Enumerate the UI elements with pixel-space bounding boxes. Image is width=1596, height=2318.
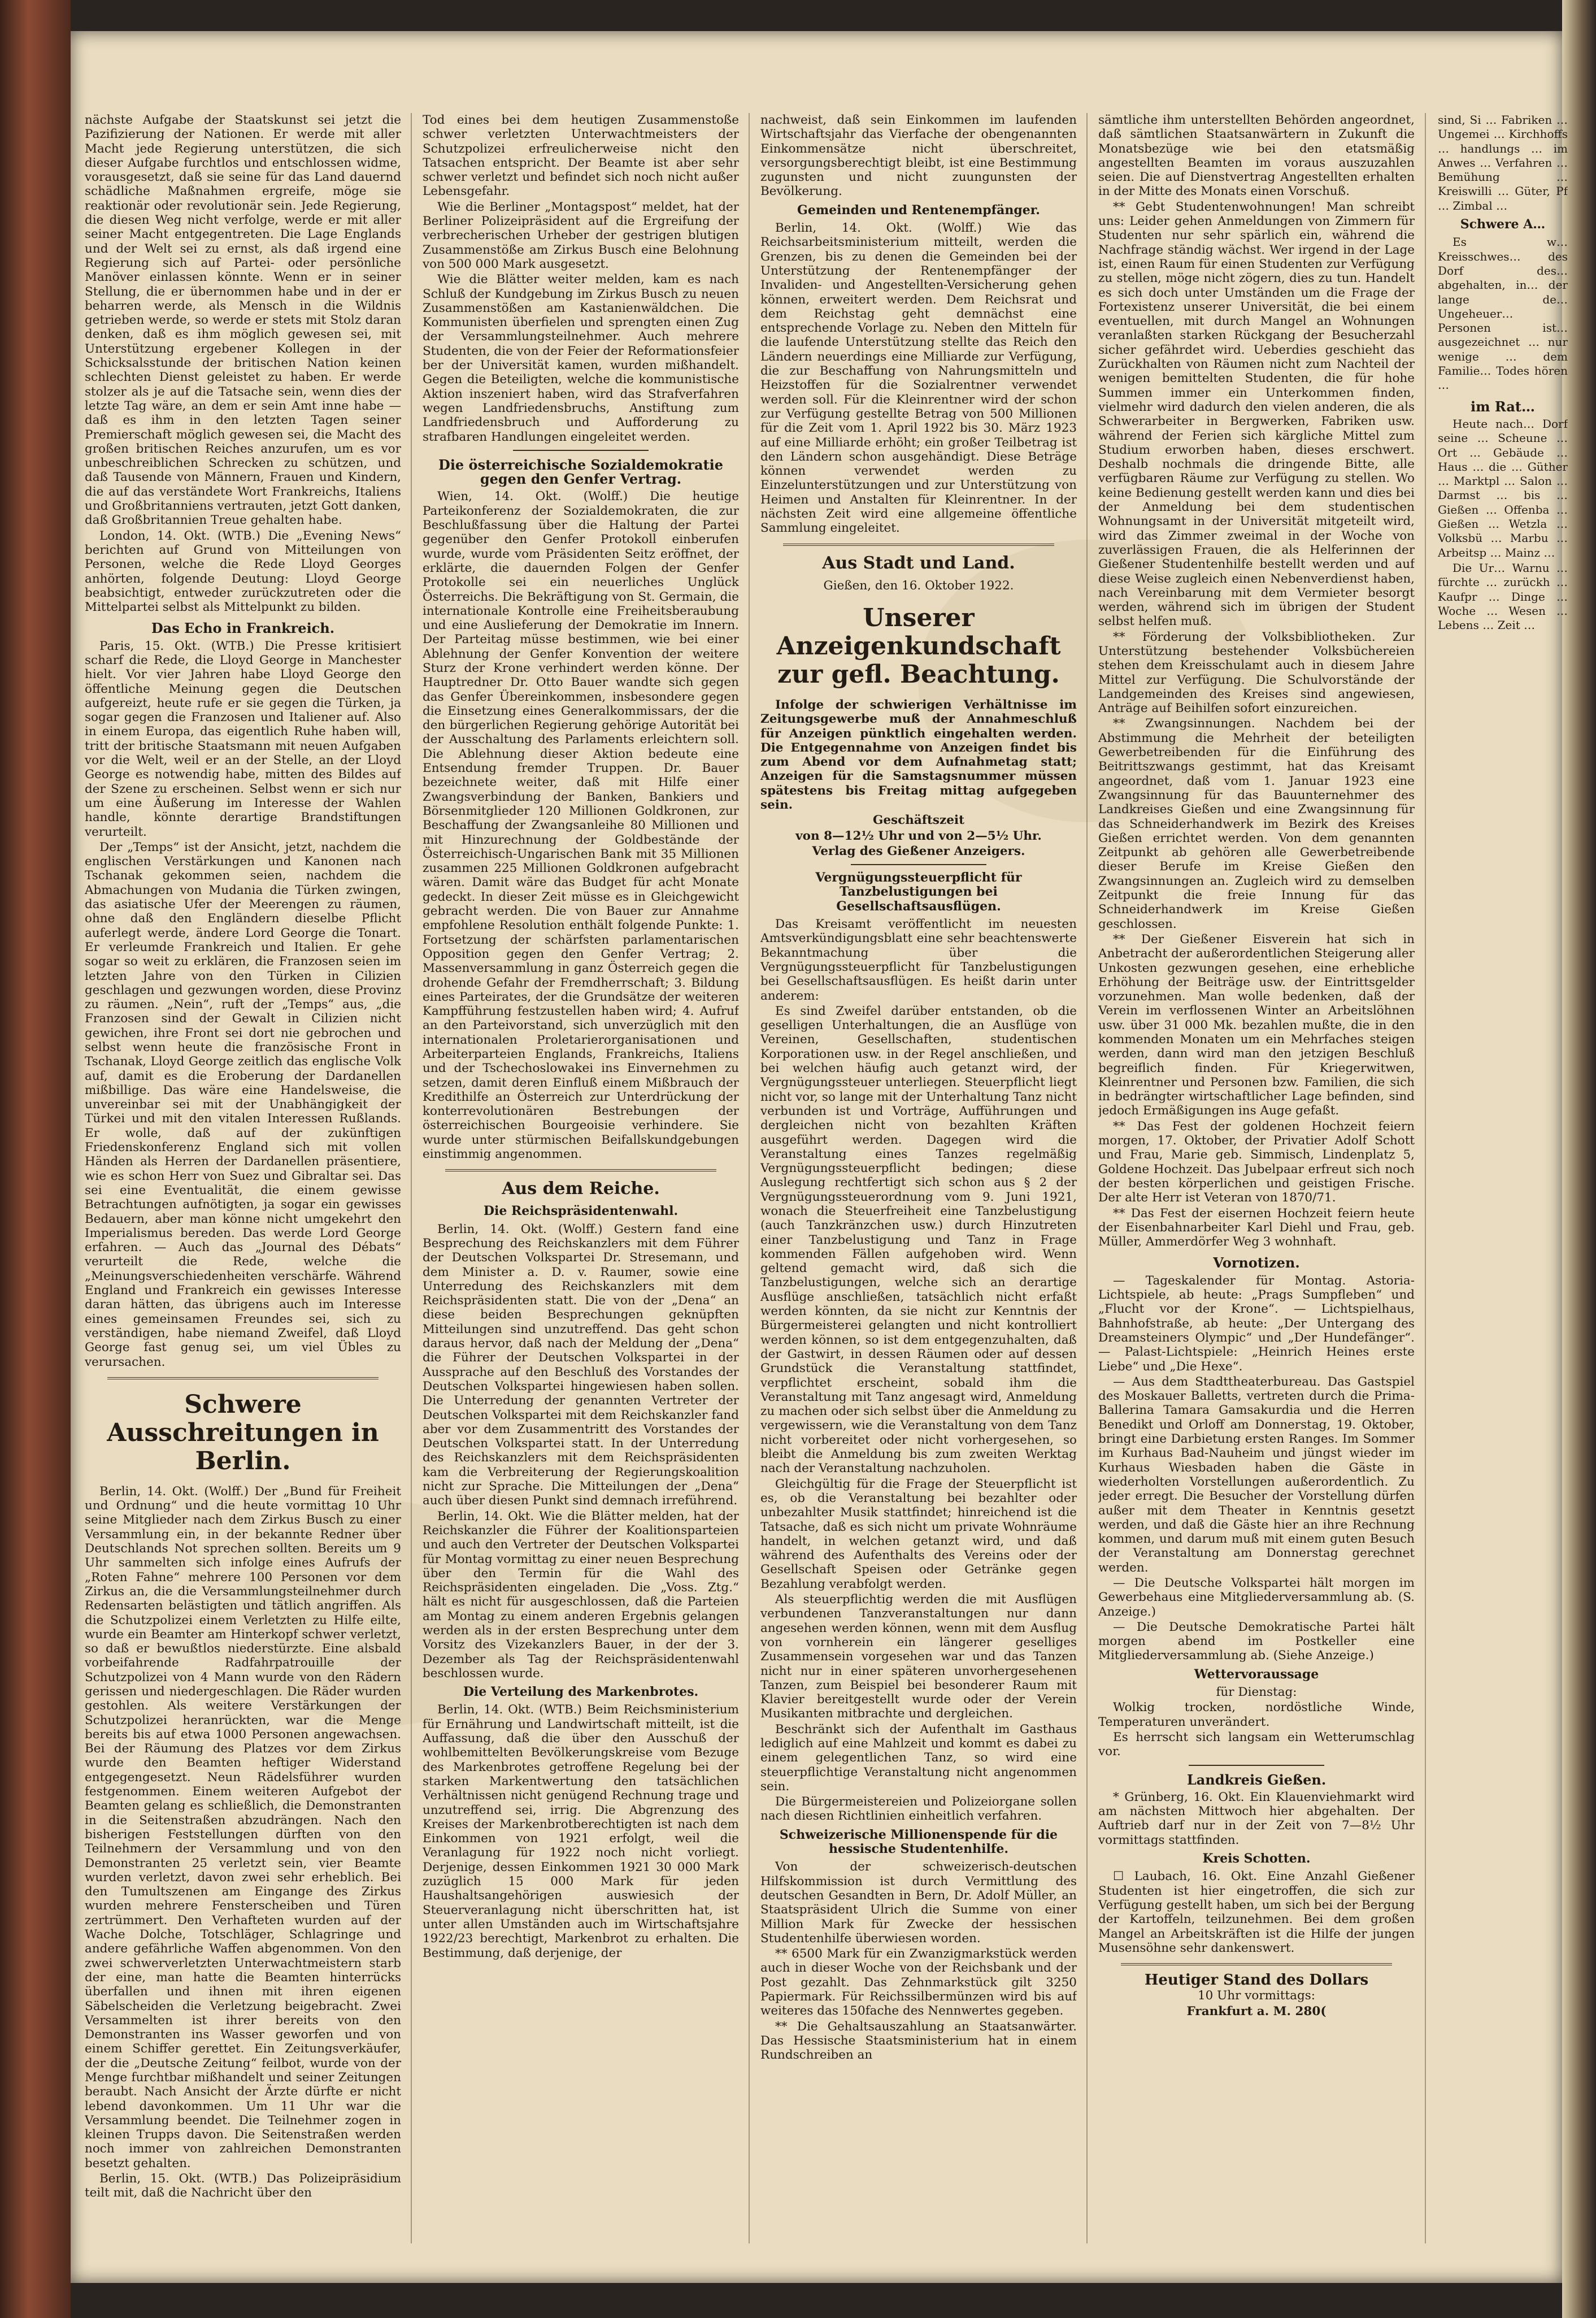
subheading: Die Reichspräsidentenwahl. <box>483 1204 679 1219</box>
article-paragraph: Wie die Blätter weiter melden, kam es nach Schluß der Kundgebung im Zirkus Busch zu neuen Zusammenstößen am Kastanienwäldchen. Die Kommunisten überfielen und sprengten einen Zug der Versammlungsteilnehmer. Auch mehrere Studenten, die von der Feier der Reformationsfeier ber der Universität kamen, wurden mißhandelt. Gegen die Beteiligten, welche die kommunistische Aktion inszeniert haben, wird das Strafverfahren wegen Landfriedensbruchs, Anstiftung zum Landfriedensbruch und Aufforderung zu strafbaren Handlungen eingeleitet werden. <box>423 272 739 444</box>
subheading: Schweizerische Millionenspende für die hessische Studentenhilfe. <box>779 1827 1058 1857</box>
section-heading: Aus Stadt und Land. <box>822 553 1015 573</box>
article-paragraph: Es herrscht sich langsam ein Wetterumschlag vor. <box>1098 1730 1415 1759</box>
separator <box>513 450 649 451</box>
column-rule <box>1425 113 1426 2243</box>
column-2 <box>423 113 739 2249</box>
section-heading: Vornotizen. <box>1213 1255 1300 1271</box>
article-paragraph: ** Gebt Studentenwohnungen! Man schreibt uns: Leider gehen Anmeldungen von Zimmern für Studenten nur sehr spärlich ein, während die Nachfrage ständig wächst. Wer irgend in der Lage ist, einen Raum für einen Studenten zur Verfügung zu stellen, möge nicht zögern, dies zu tun. Handelt es sich doch unter Umständen um die Frage der Fortexistenz unserer Universität, die bei einem eventuellen, mit durch Mangel an Wohnungen veranlaßten starken Rückgang der Besucherzahl sicher gefährdet wird. Ueberdies geschieht das Zurückhalten von Räumen nicht zum Nachteil der wenigen bemittelten Studenten, die für hohe Summen immer ein Unterkommen finden, vielmehr wird dadurch den vielen anderen, die als Schwerarbeiter in Bergwerken, Fabriken usw. während der Ferien sich kärgliche Mittel zum Studium erworben haben, dieses erschwert. Deshalb nochmals die dringende Bitte, alle verfügbaren Räume zur Verfügung zu stellen. Wo keine Bedienung gestellt werden kann und dies bei der Anmeldung bei dem studentischen Wohnungsamt in der Universität mitgeteilt wird, wird das Zimmer zweimal in der Woche von zuverlässigen Frauen, die als Helferinnen der Gießener Studentenhilfe bestellt werden und auf diese Weise zugleich einen Nebenverdienst haben, nach Vereinbarung mit dem Vermieter besorgt werden, während sich im übrigen der Student selbst helfen muß. <box>1098 199 1415 629</box>
article-paragraph: ** Der Gießener Eisverein hat sich in Anbetracht der außerordentlichen Steigerung aller Unkosten gezwungen gesehen, eine erhebliche Erhöhung der Beiträge usw. der Eintrittsgelder vorzunehmen. Man wolle bedenken, daß der Verein im verflossenen Winter an Arbeitslöhnen usw. über 31 000 Mk. bezahlen mußte, die in den kommenden Monaten um ein Mehrfaches steigen werden, dann wird man den jetzigen Beschluß begreiflich finden. Für Kriegerwitwen, Kleinrentner und Personen bzw. Familien, die sich in bedrängter wirtschaftlicher Lage befinden, sind jedoch Ermäßigungen ins Auge gefaßt. <box>1098 932 1415 1118</box>
subheading: Kreis Schotten. <box>1202 1851 1311 1866</box>
separator <box>1121 1963 1392 1965</box>
column-rule <box>749 113 750 2243</box>
article-paragraph: Das Kreisamt veröffentlicht im neuesten Amtsverkündigungsblatt eine sehr beachtenswerte Bekanntmachung über die Vergnügungssteuerpflicht für Tanzbelustigungen bei Gesellschaftsausflügen. Es heißt darin unter anderem: <box>760 917 1077 1003</box>
article-paragraph: Tod eines bei dem heutigen Zusammenstoße schwer verletzten Unterwachtmeisters der Schutzpolizei erfreulicherweise nicht den Tatsachen entspricht. Der Beamte ist aber sehr schwer verletzt und befindet sich noch nicht außer Lebensgefahr. <box>423 113 739 199</box>
section-heading: im Rat… <box>1471 398 1535 415</box>
dollar-heading: Heutiger Stand des Dollars <box>1144 1972 1369 1989</box>
article-paragraph: ☐ Laubach, 16. Okt. Eine Anzahl Gießener Studenten ist hier eingetroffen, die sich zur Verfügung gestellt haben, um sich bei der Bergung der Kartoffeln, teilzunehmen. Bei dem großen Mangel an Arbeitskräften ist die Hilfe der jungen Musensöhne sehr dankenswert. <box>1098 1869 1415 1955</box>
article-paragraph: Wien, 14. Okt. (Wolff.) Die heutige Parteikonferenz der Sozialdemokraten, die zur Beschlußfassung über die Haltung der Partei gegenüber den Genfer Protokoll einberufen wurde, wurde vom Präsidenten Seitz eröffnet, der erklärte, die dauernden Folgen der Genfer Protokolle sei ein neuerliches Unglück Österreichs. Die Bekräftigung von St. Germain, die internationale Kontrolle eine Freiheitsberaubung und eine Auslieferung der Demokratie im Innern. Der Parteitag müsse bestimmen, wie bei einer Ablehnung der Genfer Konvention der weitere Sturz der Krone verhindert werden könne. Der Hauptredner Dr. Otto Bauer wandte sich gegen das Genfer Übereinkommen, insbesondere gegen die Einsetzung eines Generalkommissars, der die den bürgerlichen Regierung gehörige Autorität bei der Ausschaltung des Parlaments erleichtern soll. Die Ablehnung dieser Aktion bedeute eine Entsendung fremder Truppen. Dr. Bauer bezeichnete weiter, daß mit Hilfe einer Zwangsverbindung der Banken, Bankiers und Börsenmitglieder 120 Millionen Goldkronen, zur Beschaffung der Zwangsanleihe 80 Millionen und mit Hinzurechnung der Goldbestände der Österreichisch-Ungarischen Bank mit 35 Millionen zusammen 225 Millionen Goldkronen aufgebracht wären. Damit wäre das Budget für acht Monate gedeckt. In dieser Zeit müsse es in Gleichgewicht gebracht werden. Die von Bauer zur Annahme empfohlene Resolution enthält folgende Punkte: 1. Fortsetzung der schärfsten parlamentarischen Opposition gegen den Genfer Vertrag; 2. Massenversammlung in ganz Österreich gegen die drohende Gefahr der Fremdherrschaft; 3. Bildung eines Parteirates, der die Grundsätze der weiteren Kampfführung festzustellen haben wird; 4. Aufruf an den Parteivorstand, sich unverzüglich mit den internationalen Proletarierorganisationen und Arbeiterparteien Englands, Frankreichs, Italiens und der Tschechoslowakei ins Einvernehmen zu setzen, damit deren Einfluß einem Mißbrauch der Kredithilfe an Österreich zur Unterdrückung der konterrevolutionären Bestrebungen der österreichischen Bourgeoisie verhindere. Sie wurde unter stürmischen Beifallskundgebungen einstimmig angenommen. <box>423 489 739 1162</box>
column-1 <box>85 113 401 2249</box>
separator <box>445 1169 716 1171</box>
article-paragraph: Wolkig trocken, nordöstliche Winde, Temperaturen unverändert. <box>1098 1700 1415 1729</box>
article-paragraph: * Grünberg, 16. Okt. Ein Klauenviehmarkt wird am nächsten Mittwoch hier abgehalten. Der Auftrieb darf nur in der Zeit von 7—8½ Uhr vormittags stattfinden. <box>1098 1790 1415 1847</box>
section-heading: Die österreichische Sozialdemokratie gegen den Genfer Vertrag. <box>438 456 723 488</box>
dollar-time: 10 Uhr vormittags: <box>1197 1989 1316 2003</box>
article-paragraph: Es sind Zweifel darüber entstanden, ob die geselligen Unterhaltungen, die an Ausflüge von Vereinen, Gesellschaften, studentischen Korporationen usw. in der Regel anschließen, und bei welchen häufig auch getanzt wird, der Vergnügungssteuer unterliegen. Steuerpflicht liegt nicht vor, so lange mit der Unterhaltung Tanz nicht verbunden ist und Vorträge, Aufführungen und dergleichen nicht von bezahlten Kräften ausgeführt werden. Dagegen wird die Veranstaltung eines Tanzes regelmäßig Vergnügungssteuerpflicht bedingen; diese Auslegung rechtfertigt sich schon aus § 2 der Vergnügungssteuerordnung vom 9. Juni 1921, wonach die Steuerfreiheit eine Tanzbelustigung (auch Tanzkränzchen usw.) durch Hinzutreten einer Tanzbelustigung und Tanz in Frage kommenden Fällen aufgehoben wird. Wenn geltend gemacht wird, daß sich die Tanzbelustigungen, welche sich an derartige Ausflüge anschließen, tatsächlich nicht erfaßt werden könnten, da sie nicht zur Kenntnis der Bürgermeisterei gelangten und nicht kontrolliert werden können, so ist dem entgegenzuhalten, daß der Gastwirt, in dessen Räumen oder auf dessen Grundstück die Veranstaltung stattfindet, verpflichtet erscheint, sobald ihm die Veranstaltung mit Tanz angesagt wird, Anmeldung zu machen oder sich selbst über die Anmeldung zu vergewissern, wie die Veranstaltung von dem Tanz nicht vorbereitet oder nicht vorhergesehen, so bleibt die Anmeldung bis zum zweiten Werktag nach der Veranstaltung nachzuholen. <box>760 1004 1077 1476</box>
article-paragraph: Berlin, 15. Okt. (WTB.) Das Polizeipräsidium teilt mit, daß die Nachricht über den <box>85 2172 401 2200</box>
article-paragraph: London, 14. Okt. (WTB.) Die „Evening News“ berichten auf Grund von Mitteilungen von Personen, welche die Rede Lloyd Georges anhörten, folgende Deutung: Lloyd George beabsichtigt, entweder zurückzutreten oder die Mittelpartei selbst als Mittelpunkt zu bilden. <box>85 528 401 615</box>
subheading: Vergnügungssteuerpflicht für Tanzbelustigungen bei Gesellschaftsausflügen. <box>815 870 1022 914</box>
article-paragraph: nächste Aufgabe der Staatskunst sei jetzt die Pazifizierung der Nationen. Er werde mit aller Macht jede Regierung unterstützen, die sich dieser Aufgabe furchtlos und entschlossen widme, vorausgesetzt, daß sie seine für das Land dauernd schädliche Maßnahmen ergreife, möge sie reaktionär oder revolutionär sein. Jede Regierung, die diesen Weg nicht verfolge, werde er mit aller seiner Macht entgegentreten. Die Lage Englands und der Welt sei zu ernst, als daß irgend eine Regierung sich auf Partei- oder persönliche Manöver einlassen könnte. Wenn er in seiner Stellung, die er übernommen habe und in der er beharren werde, als Mensch in die Wildnis getrieben werde, so werde er stets mit Stolz daran denken, daß es ihm möglich gewesen sei, mit Unterstützung ergebener Kollegen in der Schicksalsstunde der britischen Nation keinen schlechten Dienst geleistet zu haben. Er werde stolzer als je auf die Tatsache sein, wenn dies der letzte Tag wäre, an dem er sein Amt inne habe — daß es ihm in den letzten Tagen seiner Premierschaft möglich gewesen sei, die Macht des großen britischen Reiches anzurufen, um es vor unbeschreiblichen Schrecken zu schützen, und daß Tausende von Männern, Frauen und Kindern, die auf das verständete Wort Frankreichs, Italiens und Großbritanniens vertrauten, jetzt Gott danken, daß Großbritannien Treue gehalten habe. <box>85 113 401 528</box>
article-paragraph: ** Das Fest der goldenen Hochzeit feiern morgen, 17. Oktober, der Privatier Adolf Schott und Frau, Marie geb. Simmisch, Lindenplatz 5, Goldene Hochzeit. Das Jubelpaar erfreut sich noch der besten körperlichen und geistigen Frische. Der alte Herr ist Veteran von 1870/71. <box>1098 1119 1415 1205</box>
separator <box>783 544 1054 546</box>
article-paragraph: — Aus dem Stadttheaterbureau. Das Gastspiel des Moskauer Balletts, vertreten durch die Prima-Ballerina Tamara Gamsakurdia und die Herren Benedikt und Orloff am Donnerstag, 19. Oktober, bringt eine Darbietung ersten Ranges. Im Sommer im Kurhaus Bad-Nauheim und jüngst wieder im Kurhaus Wiesbaden haben die Gäste in wiederholten Vorstellungen außerordentlich. Zu jeder erregt. Die Besucher der Vorstellung dürfen außer mit dem Theater in Kenntnis gesetzt werden, und daß die Gäste hier an ihre Rechnung kommen, und darum muß mit einem guten Besuch der Veranstaltung am Donnerstag gerechnet werden. <box>1098 1374 1415 1575</box>
article-paragraph: Berlin, 14. Okt. Wie die Blätter melden, hat der Reichskanzler die Führer der Koalitionsparteien und auch den Vertreter der Deutschen Volkspartei für Montag vormittag zu einer neuen Besprechung über den Termin für die Wahl des Reichspräsidenten eingeladen. Die „Voss. Ztg.“ hält es nicht für ausgeschlossen, daß die Parteien am Montag zu einem anderen Ergebnis gelangen werden als in der ersten Besprechung unter dem Vorsitz des Vizekanzlers Bauer, in der der 3. Dezember als Tag der Reichspräsidentenwahl beschlossen wurde. <box>423 1509 739 1681</box>
section-heading: Das Echo in Frankreich. <box>151 620 335 637</box>
article-paragraph: sind, Si … Fabriken … Ungemei … Kirchhoffs … handlungs … im Anwes … Verfahren … Bemühung … Kreiswilli … Güter, Pf … Zimbal … <box>1438 113 1568 212</box>
article-paragraph: Berlin, 14. Okt. (Wolff.) Gestern fand eine Besprechung des Reichskanzlers mit dem Führer der Deutschen Volkspartei Dr. Stresemann, und dem Minister a. D. v. Raumer, sowie eine Unterredung des Reichskanzlers mit dem Reichspräsidenten statt. Die von der „Dena“ an diese beiden Besprechungen geknüpften Mitteilungen sind unzutreffend. Das geht schon daraus hervor, daß nach der Meldung der „Dena“ die Führer der Deutschen Volkspartei in der Aussprache auf den Beschluß des Vorstandes der Deutschen Volkspartei hingewiesen haben sollen. Die Unterredung der genannten Vertreter der Deutschen Volkspartei mit dem Reichskanzler fand aber vor dem Zusammentritt des Vorstandes der Deutschen Volkspartei statt. In der Unterredung des Reichskanzlers mit dem Reichspräsidenten kam die Verbreiterung der Regierungskoalition nicht zur Sprache. Die Mitteilungen der „Dena“ auch über diesen Punkt sind demnach irreführend. <box>423 1222 739 1508</box>
separator <box>107 1377 379 1379</box>
article-paragraph: ** Zwangsinnungen. Nachdem bei der Abstimmung die Mehrheit der beteiligten Gewerbetreibenden für die Einführung des Beitrittszwangs gestimmt, hat das Kreisamt angeordnet, daß vom 1. Januar 1923 eine Zwangsinnung für das Bauunternehmer des Landkreises Gießen und eine Zwangsinnung für das Schneiderhandwerk im Bezirk des Kreises Gießen errichtet werden. Von dem genannten Zeitpunkt ab gehören alle Gewerbetreibende dieser Berufe im Kreise Gießen den Zwangsinnungen an. Zugleich wird zu demselben Zeitpunkt die freie Innung für das Schneiderhandwerk im Kreise Gießen geschlossen. <box>1098 717 1415 931</box>
notice-hours: von 8—12½ Uhr und von 2—5½ Uhr. <box>795 828 1042 843</box>
headline: Schwere Ausschreitungen in Berlin. <box>107 1390 379 1475</box>
article-paragraph: — Die Deutsche Demokratische Partei hält morgen abend im Postkeller eine Mitgliederversammlung ab. (Siehe Anzeige.) <box>1098 1620 1415 1663</box>
headline: Unserer Anzeigenkundschaft zur gefl. Beachtung. <box>776 603 1061 689</box>
weather-date: für Dienstag: <box>1216 1685 1297 1700</box>
article-paragraph: Beschränkt sich der Aufenthalt im Gasthaus lediglich auf eine Mahlzeit und kommt es dabei zu einem gelegentlichen Tanz, so wird eine steuerpflichtige Veranstaltung nicht angenommen sein. <box>760 1722 1077 1794</box>
section-heading: Landkreis Gießen. <box>1186 1771 1327 1788</box>
article-paragraph: Wie die Berliner „Montagspost“ meldet, hat der Berliner Polizeipräsident auf die Ergreifung der verbrecherischen Urheber der gestrigen blutigen Zusammenstöße am Zirkus Busch eine Belohnung von 500 000 Mark ausgesetzt. <box>423 199 739 271</box>
article-paragraph: ** 6500 Mark für ein Zwanzigmarkstück werden auch in dieser Woche von der Reichsbank und der Post gezahlt. Das Zehnmarkstück gilt 3250 Papiermark. Für Reichssilbermünzen wird bis auf weiteres das 150fache des Nennwertes gegeben. <box>760 1947 1077 2019</box>
article-paragraph: — Die Deutsche Volkspartei hält morgen im Gewerbehaus eine Mitgliederversammlung ab. (S. Anzeige.) <box>1098 1575 1415 1619</box>
dateline: Gießen, den 16. Oktober 1922. <box>823 578 1014 593</box>
article-paragraph: ** Das Fest der eisernen Hochzeit feiern heute der Eisenbahnarbeiter Karl Diehl und Frau, geb. Müller, Ammerdörfer Weg 3 wohnhaft. <box>1098 1206 1415 1249</box>
article-paragraph: Heute nach… Dorf seine … Scheune … Ort … Gebäude … Haus … die … Güther … Marktpl … Salon … Darmst … bis … Gießen … Offenba … Gießen … Wetzla … Volksbü … Marbu … Arbeitsp … Mainz … <box>1438 416 1568 559</box>
article-paragraph: Als steuerpflichtig werden die mit Ausflügen verbundenen Tanzveranstaltungen nur dann angesehen werden können, wenn mit dem Ausflug von vornherein ein längerer geselliges Zusammensein vorgesehen war und das Tanzen nicht nur in einer späteren unvorhergesehenen Tanzen, zum Beispiel bei besonderer Raum mit Klavier bereitgestellt wurde oder der Verein Musikanten mitbrachte und dergleichen. <box>760 1592 1077 1721</box>
subheading: Schwere A… <box>1460 217 1546 232</box>
subheading: Wettervoraussage <box>1194 1666 1319 1682</box>
article-paragraph: Der „Temps“ ist der Ansicht, jetzt, nachdem die englischen Verstärkungen und Kanonen nach Tschanak gekommen seien, nachdem die Abmachungen von Mudania die Türken zwingen, das asiatische Ufer der Meerengen zu räumen, ohne daß den Engländern dieselbe Pflicht auferlegt werde, ändere Lord George die Tonart. Er verleumde Frankreich und Italien. Er gehe sogar so weit zu erklären, die Franzosen seien im letzten Jahre von den Türken in Cilizien geschlagen und gezwungen worden, diese Provinz zu räumen. „Nein“, ruft der „Temps“ aus, „die Franzosen sind der Gewalt in Cilizien nicht gewichen, ihre Front sei dort nie gebrochen und selbst wenn heute die französische Front in Tschanak, Lloyd George zeitlich das englische Volk auf, damit es die Eroberung der Dardanellen mißbillige. Das wäre eine Handelsweise, die unvereinbar sei mit der Unabhängigkeit der Türkei und mit den vitalen Interessen Rußlands. Er wolle, daß auf der zukünftigen Friedenskonferenz England sich mit vollen Händen als Herren der Dardanellen präsentiere, wie es schon Herr von Suez und Gibraltar sei. Das sei eine Eventualität, die einem gewisse Betrachtungen aufnötigten, ja sogar ein gewisses Bedauern, aber man könne nicht umgekehrt den Imperialismus bereden. Das werde Lord George erfahren. — Auch das „Journal des Débats“ verurteilt die Rede, welche die „Meinungsverschiedenheiten verschärfe. Während England und Frankreich ein gewisses Interesse daran hätten, das übrigens auch im Interesse eines gemeinsamen Freundes sei, sich zu verständigen, habe niemand Zweifel, daß Lloyd George fast genug sei, um viel Übles zu verursachen. <box>85 840 401 1369</box>
notice-publisher: Verlag des Gießener Anzeigers. <box>812 844 1025 858</box>
column-3 <box>760 113 1077 2249</box>
column-rule <box>411 113 412 2243</box>
article-paragraph: Die Ur… Warnu … fürchte … zurückh … Kaufpr … Dinge … Woche … Wesen … Lebens … Zeit … <box>1438 561 1568 632</box>
article-paragraph: Berlin, 14. Okt. (WTB.) Beim Reichsministerium für Ernährung und Landwirtschaft mitteilt, ist die Auffassung, daß die über den Ausschuß der wohlbemittelten Bevölkerungskreise vom Bezuge des Markenbrotes getroffene Regelung bei der starken Markentwertung den tatsächlichen Verhältnissen nicht genügend Rechnung trage und unzutreffend sei, irrig. Die Abgrenzung des Kreises der Markenbrotberechtigten ist nach dem Einkommen von 1921 erfolgt, weil die Veranlagung für 1922 noch nicht vorliegt. Derjenige, dessen Einkommen 1921 30 000 Mark zuzüglich 15 000 Mark für jeden Haushaltsangehörigen auswiesich der Steuerveranlagung nicht überschritten hat, ist unter allen Umständen auch im Wirtschaftsjahre 1922/23 berechtigt, Markenbrot zu erhalten. Die Bestimmung, daß derjenige, der <box>423 1703 739 1960</box>
article-paragraph: ** Förderung der Volksbibliotheken. Zur Unterstützung bestehender Volksbüchereien stehen dem Kreisschulamt auch in diesem Jahre Mittel zur Verfügung. Die Schulvorstände der Landgemeinden des Kreises sind angewiesen, Anträge auf Beihilfen sofort einzureichen. <box>1098 630 1415 716</box>
notice-paragraph: Infolge der schwierigen Verhältnisse im Zeitungsgewerbe muß der Annahmeschluß für Anzeigen pünktlich eingehalten werden. Die Entgegennahme von Anzeigen findet bis zum Abend vor dem Aufnahmetag statt; Anzeigen für die Samstagsnummer müssen spätestens bis Freitag mittag aufgegeben sein. <box>760 697 1077 812</box>
subheading: Die Verteilung des Markenbrotes. <box>463 1685 699 1700</box>
dollar-rate: Frankfurt a. M. 280( <box>1186 2004 1327 2019</box>
article-paragraph: sämtliche ihm unterstellten Behörden angeordnet, daß sämtlichen Staatsanwärtern in Zukunft die Monatsbezüge wie bei den etatsmäßig angestellten Beamten im voraus auszuzahlen seien. Die auf Dienstvertrag Angestellten erhalten in der Mitte des Monats einen Vorschuß. <box>1098 113 1415 199</box>
column-rule <box>1086 113 1088 2243</box>
article-paragraph: Es w… Kreisschwes… des Dorf des… abgehalten, in… der lange de… Ungeheuer… Personen ist… ausgezeichnet … nur wenige … dem Familie… Todes hören … <box>1438 235 1568 392</box>
article-paragraph: ** Die Gehaltsauszahlung an Staatsanwärter. Das Hessische Staatsministerium hat in einem Rundschreiben an <box>760 2019 1077 2063</box>
book-binding <box>0 0 71 2318</box>
article-paragraph: Die Bürgermeistereien und Polizeiorgane sollen nach diesen Richtlinien einheitlich verfahren. <box>760 1795 1077 1824</box>
article-paragraph: Von der schweizerisch-deutschen Hilfskommission ist durch Vermittlung des deutschen Gesandten in Bern, Dr. Adolf Müller, an Staatspräsident Ulrich die Summe von einer Million Mark für Zwecke der hessischen Studentenhilfe überwiesen worden. <box>760 1860 1077 1946</box>
article-paragraph: Gleichgültig für die Frage der Steuerpflicht ist es, ob die Veranstaltung bei bezahlter oder unbezahlter Musik stattfindet; hinreichend ist die Tatsache, daß es sich nicht um private Wohnräume handelt, in welchen getanzt wird, und daß während des Aufenthalts des Vereins oder der Gesellschaft Speisen oder Getränke gegen Bezahlung verabfolgt werden. <box>760 1477 1077 1591</box>
subheading: Gemeinden und Rentenempfänger. <box>797 202 1040 218</box>
separator <box>851 864 986 865</box>
article-paragraph: nachweist, daß sein Einkommen im laufenden Wirtschaftsjahr das Vierfache der obengenannten Einkommensätze nicht überschreitet, versorgungsberechtigt bleibt, ist eine Bestimmung zugunsten und nicht zuungunsten der Bevölkerung. <box>760 113 1077 199</box>
notice-label: Geschäftszeit <box>872 813 965 828</box>
column-4 <box>1098 113 1415 2249</box>
article-paragraph: — Tageskalender für Montag. Astoria-Lichtspiele, ab heute: „Prags Sumpfleben“ und „Flucht vor der Krone“. — Lichtspielhaus, Bahnhofstraße, ab heute: „Der Untergang des Dreamsteiners Olympic“ und „Der Hundefänger“. — Palast-Lichtspiele: „Heinrich Heines erste Liebe“ und „Die Hexe“. <box>1098 1273 1415 1374</box>
article-paragraph: Berlin, 14. Okt. (Wolff.) Der „Bund für Freiheit und Ordnung“ und die heute vormittag 10 Uhr seine Mitglieder nach dem Zirkus Busch zu einer Versammlung ein, in der bekannte Redner über Deutschlands Not sprechen sollten. Bereits um 9 Uhr sammelten sich infolge eines Aufrufs der „Roten Fahne“ mehrere 100 Personen vor dem Zirkus an, die die Versammlungsteilnehmer durch Redensarten belästigten und tätlich angriffen. Als die Schutzpolizei einem Verletzten zu Hilfe eilte, wurde ein Beamter am Hinterkopf schwer verletzt, so daß er bewußtlos niederstürzte. Eine alsbald vorbeifahrende Radfahrpatrouille der Schutzpolizei von 4 Mann wurde von den Rädern gerissen und niedergeschlagen. Die Räder wurden gestohlen. Als weitere Verstärkungen der Schutzpolizei heranrückten, war die Menge bereits bis auf etwa 1000 Personen angewachsen. Bei der Räumung des Platzes vor dem Zirkus wurde den Beamten heftiger Widerstand entgegengesetzt. Neun Rädelsführer wurden festgenommen. Einem weiteren Aufgebot der Beamten gelang es schließlich, die Demonstranten in die Seitenstraßen abzudrängen. Nach den bisherigen Feststellungen dürften von den Teilnehmern der Versammlung und von den Demonstranten 25 verletzt sein, vier Beamte wurden verletzt, davon zwei sehr erheblich. Bei den Tumultszenen am Eingange des Zirkus wurden mehrere Fensterscheiben und Türen zertrümmert. Den Verhafteten wurden auf der Wache Dolche, Totschläger, Schlagringe und andere gefährliche Waffen abgenommen. Von den zwei schwerverletzten Unterwachtmeistern starb der eine, man hatte die Beamten hinterrücks überfallen und ihnen mit ihren eigenen Säbelscheiden die Verletzung beigebracht. Zwei Versammelten ist ihrer bereits von den Demonstranten ins Wasser geworfen und von einem Schiffer gerettet. Ein Zeitungsverkäufer, der die „Deutsche Zeitung“ feilbot, wurde von der Menge furchtbar mißhandelt und seiner Zeitungen beraubt. Nach Ansicht der Ärzte dürfte er nicht lebend davonkommen. Um 11 Uhr war die Versammlung beendet. Die Teilnehmer zogen in kleinen Trupps davon. Die Seitenstraßen werden noch immer von zahlreichen Demonstranten besetzt gehalten. <box>85 1484 401 2171</box>
article-paragraph: Berlin, 14. Okt. (Wolff.) Wie das Reichsarbeitsministerium mitteilt, werden die Grenzen, bis zu denen die Gemeinden bei der Unterstützung der Rentenempfänger der Invaliden- und Angestellten-Versicherung gehen können, erweitert werden. Dem Reichsrat und dem Reichstag geht demnächst eine entsprechende Vorlage zu. Neben den Mitteln für die laufende Unterstützung stellte das Reich den Ländern neuerdings eine Milliarde zur Verfügung, die zur Beschaffung von Nahrungsmitteln und Heizstoffen für die Sozialrentner verwendet werden soll. Für die Kleinrentner wird der schon zur Verfügung gestellte Betrag von 500 Millionen für die Zeit vom 1. April 1922 bis 30. März 1923 auf eine Milliarde erhöht; ein großer Teilbetrag ist den Ländern schon ausgehändigt. Diese Beträge können verwendet werden zu Einzelunterstützungen und zur Unterstützung von Heimen und Anstalten für Kleinrentner. In der nächsten Zeit wird eine allgemeine öffentliche Sammlung eingeleitet. <box>760 221 1077 536</box>
separator <box>1189 1765 1324 1766</box>
column-5-partial <box>1438 113 1568 2249</box>
article-paragraph: Paris, 15. Okt. (WTB.) Die Presse kritisiert scharf die Rede, die Lloyd George in Manchester hielt. Vor vier Jahren habe Lloyd George den öffentliche Meinung gegen die Deutschen aufgereizt, heute rufe er sie gegen die Türken, ja sogar gegen die Franzosen und Italiener auf. Also in einem Europa, das eigentlich Ruhe haben will, tritt der britische Staatsmann mit neuen Aufgaben vor die Welt, weil er an der Stelle, an der Lloyd George es notwendig habe, mitten des Bildes auf der Szene zu erscheinen. Selbst wenn er sich nur um eine Äußerung im Interesse der Wahlen handle, könnte derartige Brandstiftungen verurteilt. <box>85 639 401 839</box>
section-heading: Aus dem Reiche. <box>502 1179 660 1199</box>
